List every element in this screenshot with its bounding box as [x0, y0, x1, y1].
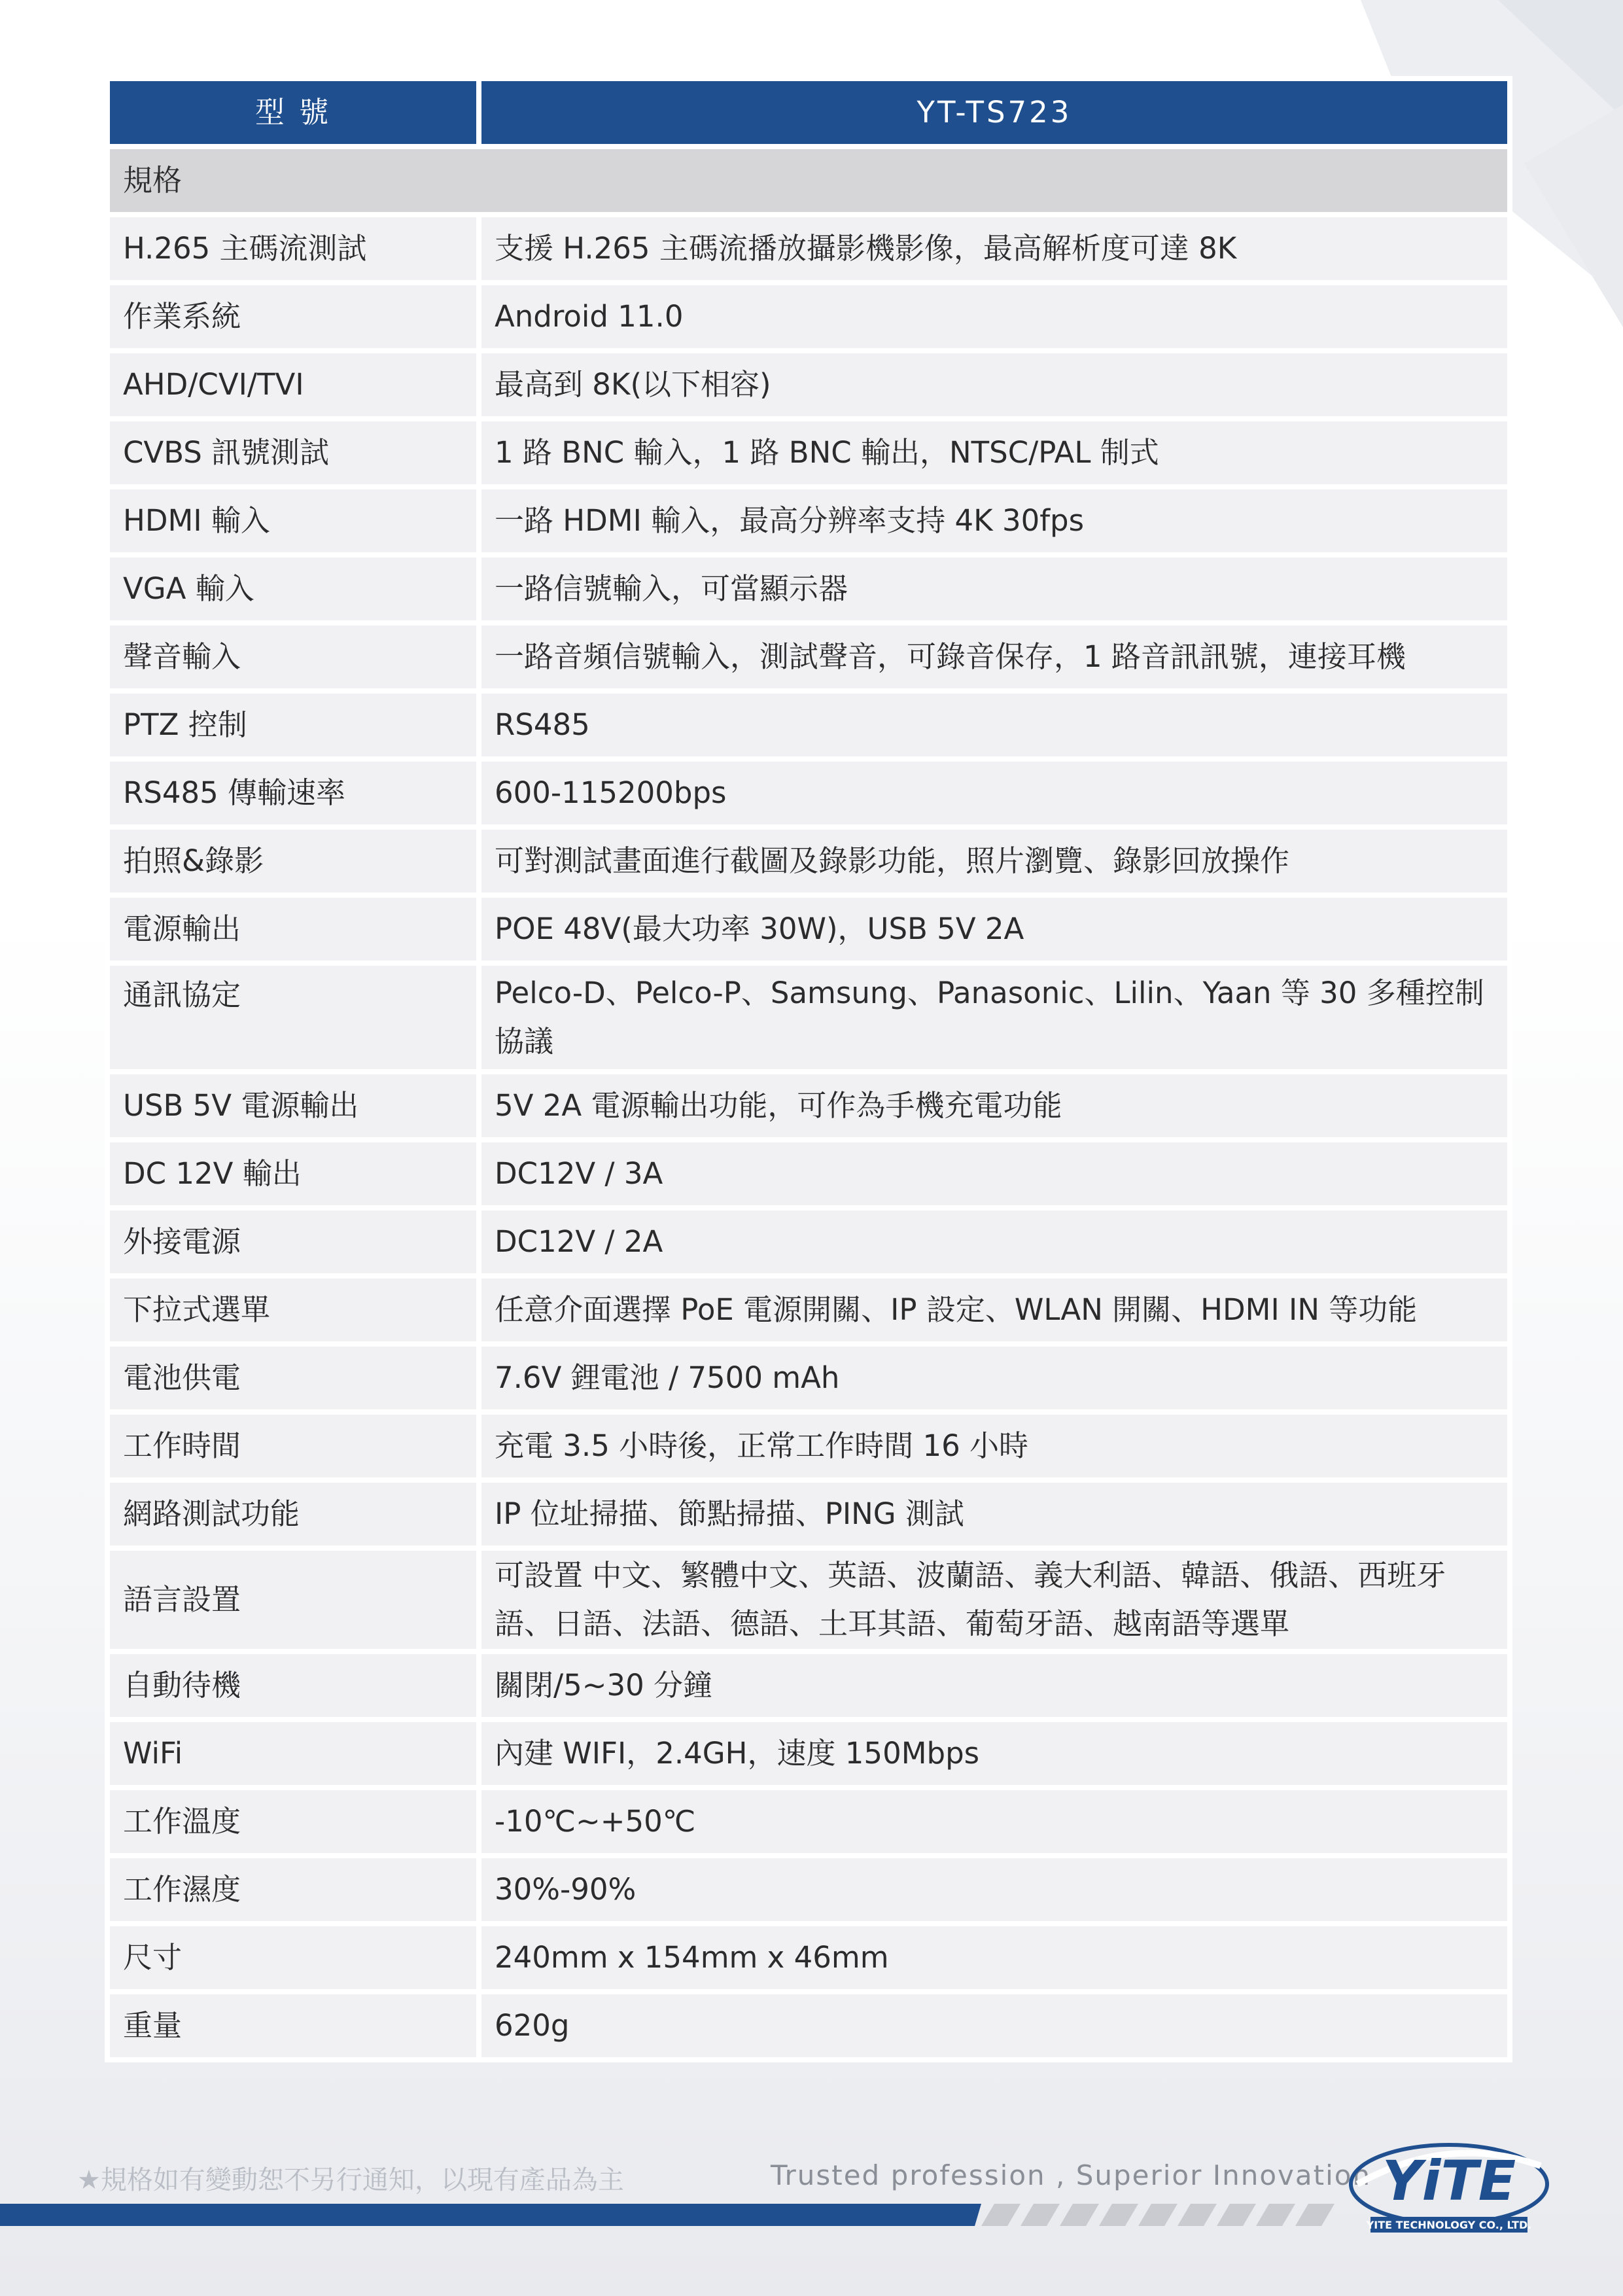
spec-value: 一路 HDMI 輸入，最高分辨率支持 4K 30fps: [481, 489, 1507, 552]
spec-value: 內建 WIFI，2.4GH，速度 150Mbps: [481, 1722, 1507, 1785]
spec-label: 通訊協定: [110, 966, 476, 1069]
section-label: 規格: [110, 149, 1507, 212]
spec-value: 充電 3.5 小時後，正常工作時間 16 小時: [481, 1415, 1507, 1477]
spec-label: RS485 傳輸速率: [110, 762, 476, 824]
model-label: 型 號: [110, 81, 476, 144]
spec-value: IP 位址掃描、節點掃描、PING 測試: [481, 1483, 1507, 1545]
spec-value: 最高到 8K(以下相容): [481, 353, 1507, 416]
spec-label: 下拉式選單: [110, 1279, 476, 1341]
spec-table-container: [105, 76, 1512, 2062]
spec-label: WiFi: [110, 1722, 476, 1785]
spec-label: 語言設置: [110, 1551, 476, 1649]
spec-value: Android 11.0: [481, 285, 1507, 348]
logo-wordmark: YiTE: [1382, 2149, 1516, 2213]
spec-label: 重量: [110, 1994, 476, 2057]
spec-label: CVBS 訊號測試: [110, 421, 476, 484]
spec-label: 作業系統: [110, 285, 476, 348]
spec-label: HDMI 輸入: [110, 489, 476, 552]
spec-label: 電池供電: [110, 1347, 476, 1409]
spec-value: 一路音頻信號輸入，測試聲音，可錄音保存，1 路音訊訊號，連接耳機: [481, 626, 1507, 688]
company-slogan: Trusted profession , Superior Innovation: [771, 2159, 1372, 2191]
spec-label: 聲音輸入: [110, 626, 476, 688]
spec-value: 可對測試畫面進行截圖及錄影功能，照片瀏覽、錄影回放操作: [481, 830, 1507, 892]
spec-label: 工作濕度: [110, 1858, 476, 1921]
spec-value: 30%-90%: [481, 1858, 1507, 1921]
spec-value: POE 48V(最大功率 30W)，USB 5V 2A: [481, 898, 1507, 961]
header-row: [110, 81, 1507, 144]
logo-subtext: YITE TECHNOLOGY CO., LTD.: [1366, 2219, 1532, 2231]
disclaimer-note: ★規格如有變動恕不另行通知，以現有產品為主: [77, 2165, 624, 2195]
spec-value: 任意介面選擇 PoE 電源開關、IP 設定、WLAN 開關、HDMI IN 等功能: [481, 1279, 1507, 1341]
section-row: [110, 149, 1507, 212]
spec-label: 外接電源: [110, 1210, 476, 1273]
spec-label: H.265 主碼流測試: [110, 217, 476, 280]
spec-table: [105, 76, 1512, 2062]
spec-value: Pelco-D、Pelco-P、Samsung、Panasonic、Lilin、Yaan 等 30 多種控制協議: [481, 966, 1507, 1069]
spec-label: DC 12V 輸出: [110, 1142, 476, 1205]
spec-label: 工作時間: [110, 1415, 476, 1477]
spec-label: 工作溫度: [110, 1790, 476, 1853]
spec-value: 可設置 中文、繁體中文、英語、波蘭語、義大利語、韓語、俄語、西班牙語、日語、法語、德語、土耳其語、葡萄牙語、越南語等選單: [481, 1551, 1507, 1649]
yite-logo: [1344, 2140, 1554, 2238]
spec-value: 600-115200bps: [481, 762, 1507, 824]
spec-label: 尺寸: [110, 1926, 476, 1989]
spec-value: DC12V / 2A: [481, 1210, 1507, 1273]
spec-label: 電源輸出: [110, 898, 476, 961]
spec-value: RS485: [481, 694, 1507, 756]
spec-value: -10℃~+50℃: [481, 1790, 1507, 1853]
spec-label: 自動待機: [110, 1654, 476, 1717]
spec-value: 620g: [481, 1994, 1507, 2057]
spec-value: 240mm x 154mm x 46mm: [481, 1926, 1507, 1989]
spec-label: VGA 輸入: [110, 557, 476, 620]
spec-label: PTZ 控制: [110, 694, 476, 756]
spec-label: 網路測試功能: [110, 1483, 476, 1545]
spec-value: 一路信號輸入，可當顯示器: [481, 557, 1507, 620]
spec-label: 拍照&錄影: [110, 830, 476, 892]
spec-value: DC12V / 3A: [481, 1142, 1507, 1205]
spec-value: 關閉/5~30 分鐘: [481, 1654, 1507, 1717]
model-value: YT-TS723: [481, 81, 1507, 144]
spec-value: 7.6V 鋰電池 / 7500 mAh: [481, 1347, 1507, 1409]
spec-value: 支援 H.265 主碼流播放攝影機影像，最高解析度可達 8K: [481, 217, 1507, 280]
spec-label: USB 5V 電源輸出: [110, 1074, 476, 1137]
spec-value: 1 路 BNC 輸入，1 路 BNC 輸出，NTSC/PAL 制式: [481, 421, 1507, 484]
spec-value: 5V 2A 電源輸出功能，可作為手機充電功能: [481, 1074, 1507, 1137]
spec-label: AHD/CVI/TVI: [110, 353, 476, 416]
